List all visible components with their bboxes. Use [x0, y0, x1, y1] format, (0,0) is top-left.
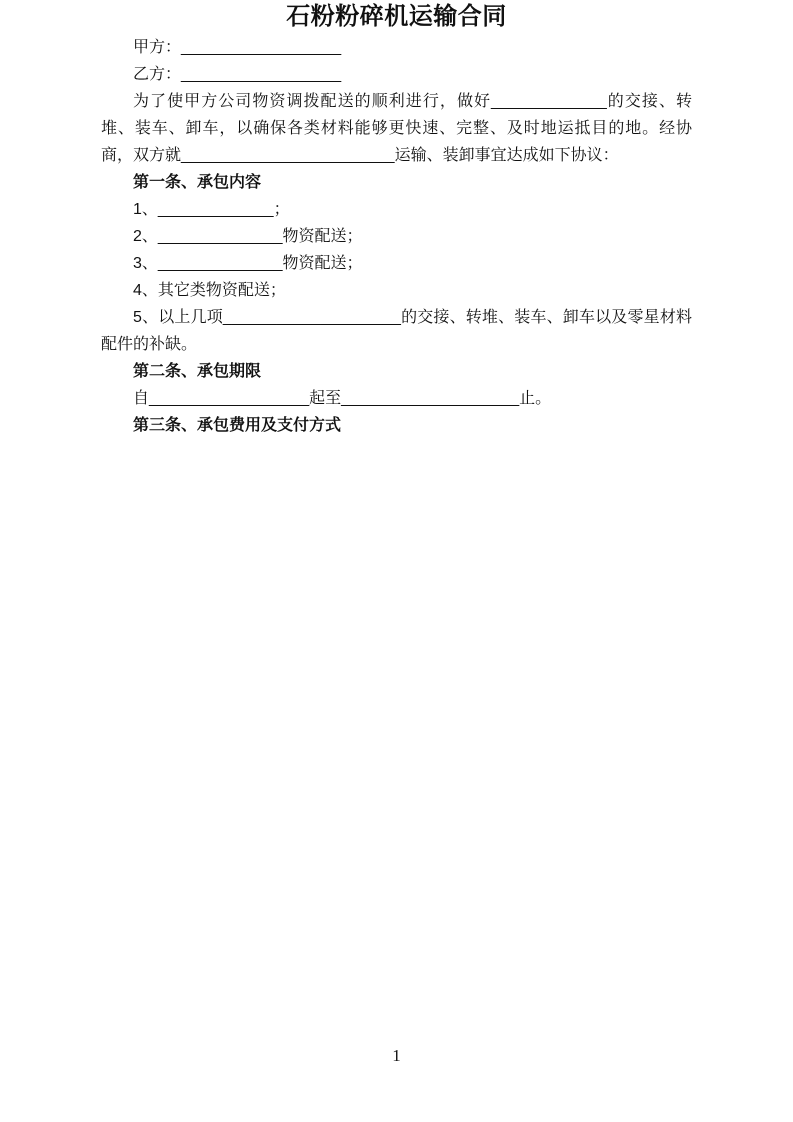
contract-item-3: 3、______________物资配送；	[133, 255, 363, 272]
page-number: 1	[392, 1046, 401, 1065]
contract-item-2: 2、______________物资配送；	[133, 228, 363, 245]
contract-item-5: 5、以上几项____________________的交接、转堆、装车、卸车以及零星材料配件的补缺。	[101, 309, 692, 353]
contract-item-1: 1、_____________；	[133, 201, 290, 218]
document-title: 石粉粉碎机运输合同	[286, 3, 507, 30]
contract-item-4: 4、其它类物资配送；	[133, 282, 286, 299]
party-b-line: 乙方：__________________	[133, 66, 342, 83]
section-3-heading: 第三条、承包费用及支付方式	[133, 417, 342, 434]
intro-paragraph: 为了使甲方公司物资调拨配送的顺利进行，做好_____________的交接、转堆、装车、卸车，以确保各类材料能够更快速、完整、及时地运抵目的地。经协商，双方就________________________运输、装卸事宜达成如下协议：	[101, 93, 692, 164]
section-2-heading: 第二条、承包期限	[133, 363, 262, 380]
duration-line: 自__________________起至____________________止。	[133, 390, 552, 407]
party-a-line: 甲方：__________________	[133, 39, 342, 56]
section-1-heading: 第一条、承包内容	[133, 174, 262, 191]
